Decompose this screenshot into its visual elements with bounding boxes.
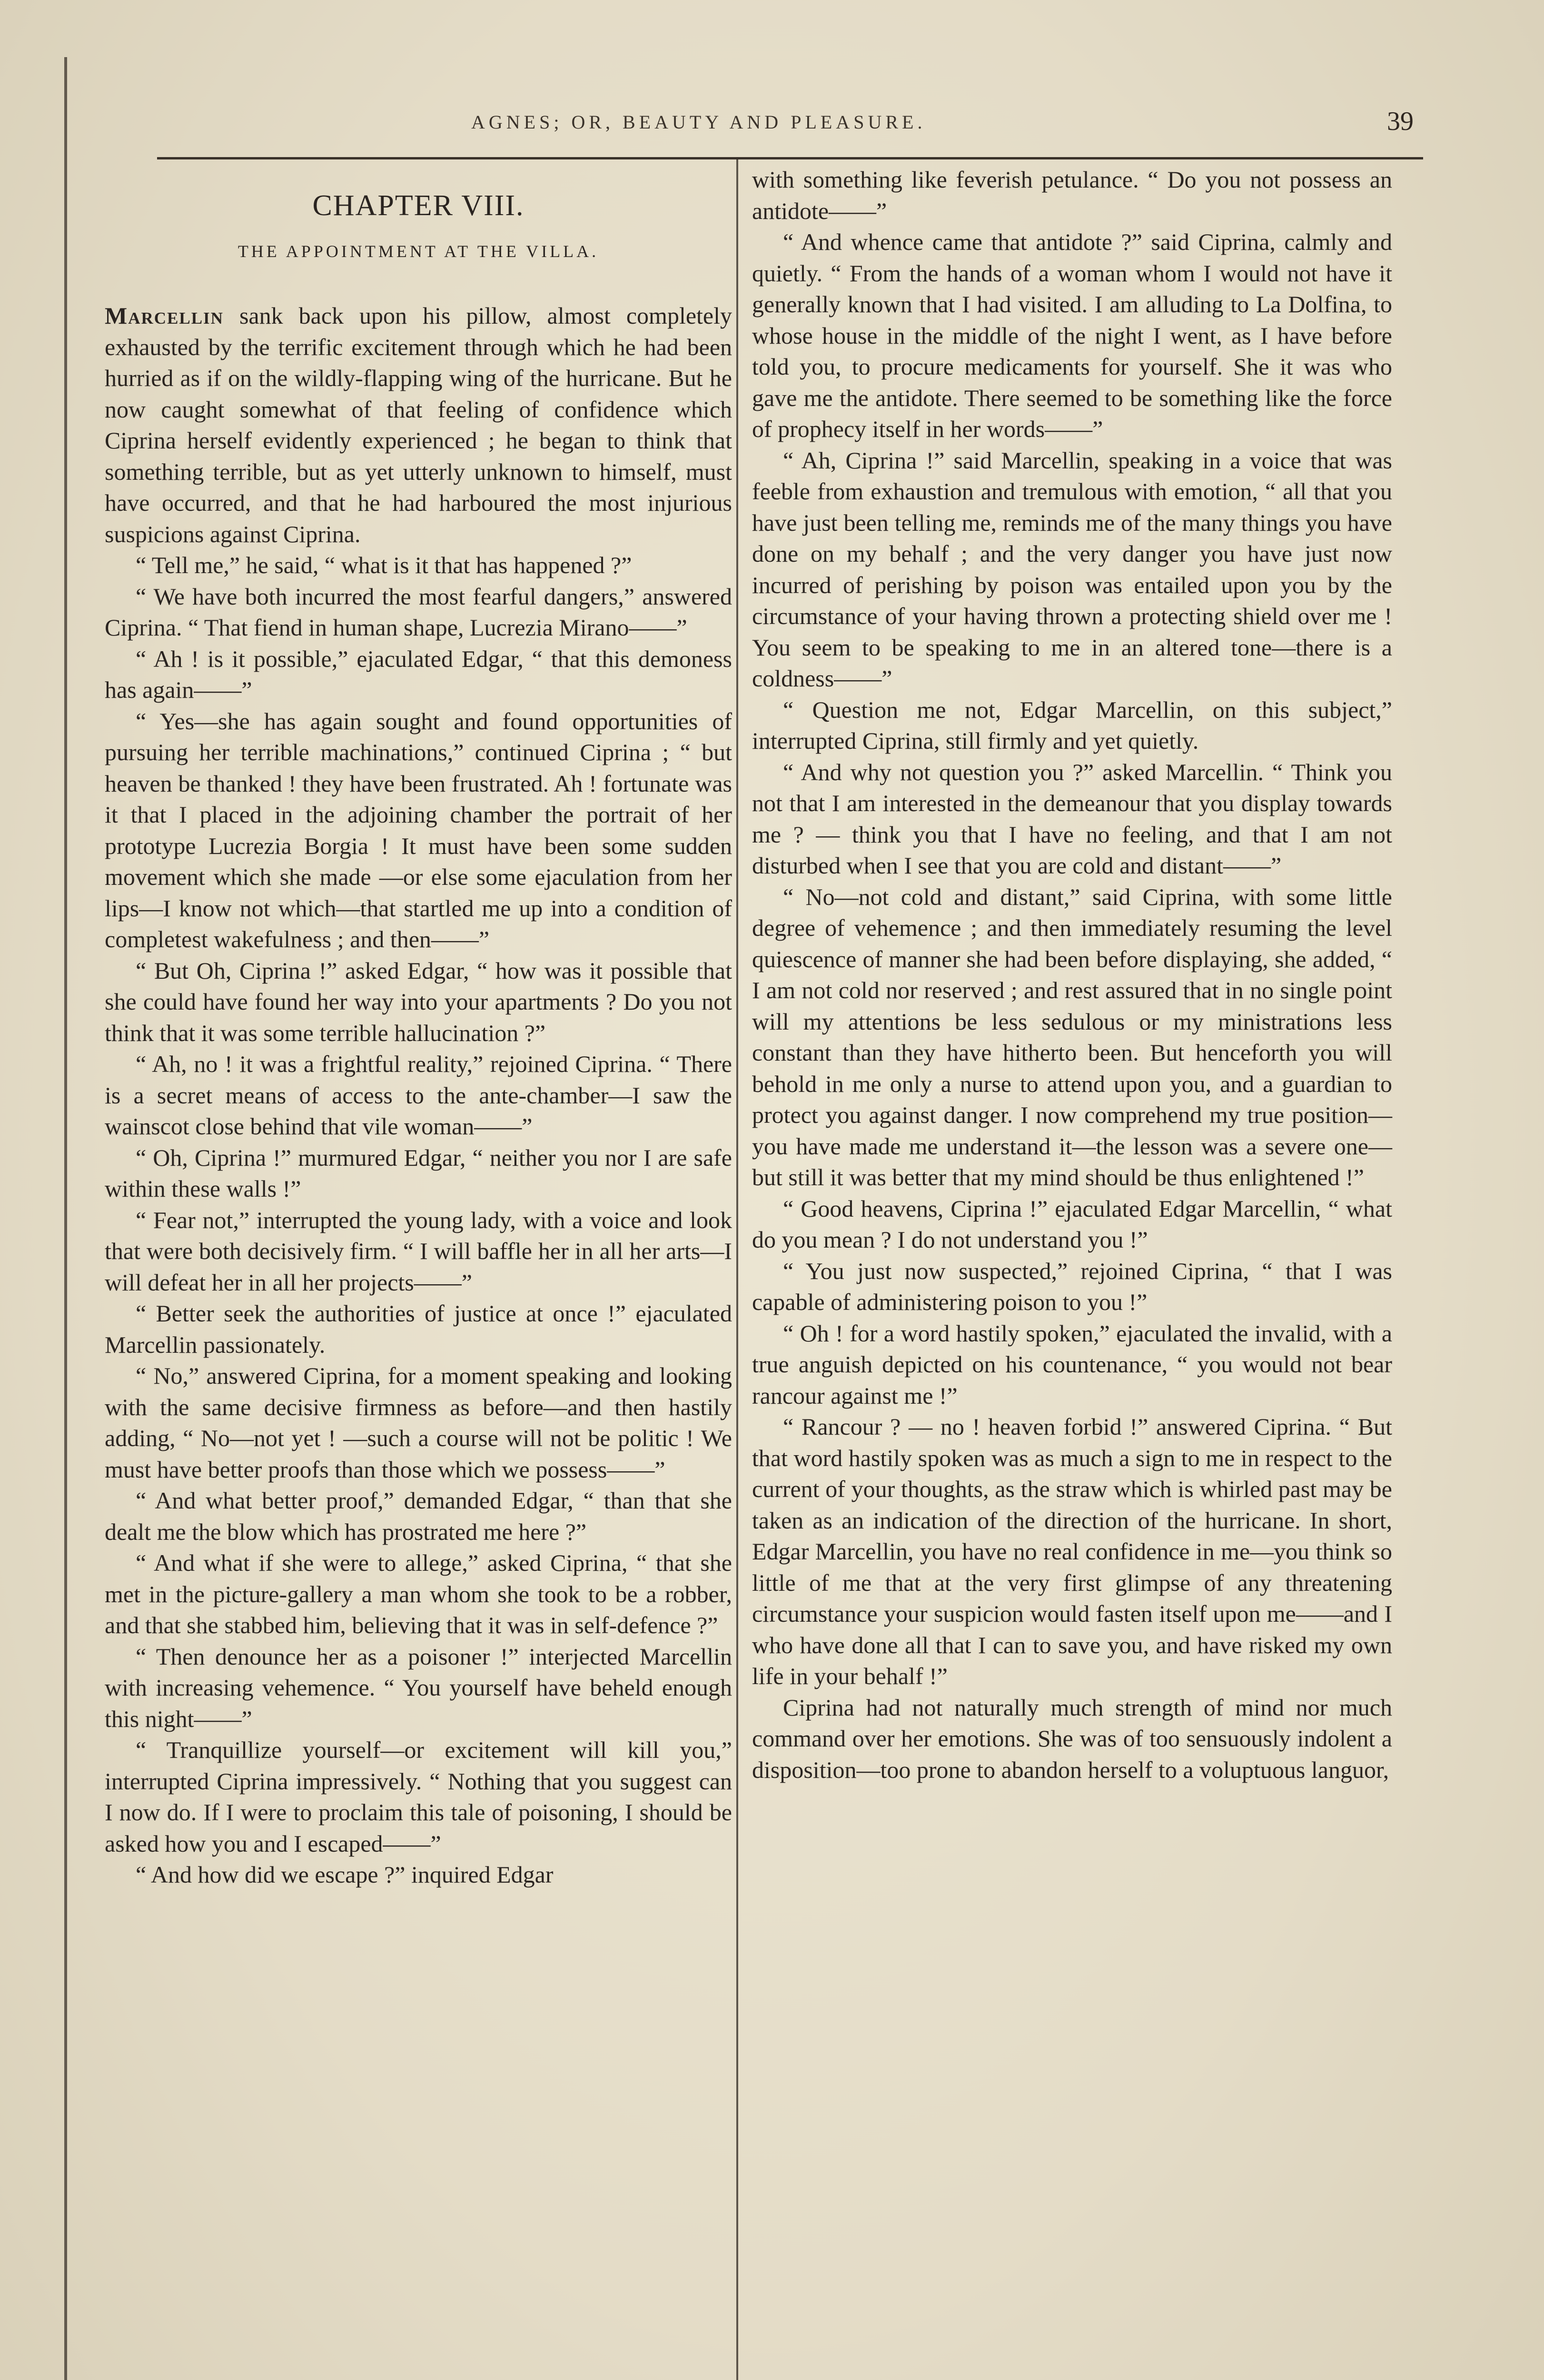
paragraph: “ Rancour ? — no ! heaven forbid !” answered Ciprina. “ But that word hastily spoken was as much a sign to me in respect to the current of your thoughts, as the straw which is whirled past may be taken as an indication of the direction of the hurricane. In short, Edgar Marcellin, you have no real confidence in me—you think so little of me that at the very first glimpse of any threatening circumstance your suspicion would fasten itself upon me——and I who have done all that I can to save you, and have risked my own life in your behalf !” (752, 1413, 1392, 1689)
paragraph: “ You just now suspected,” rejoined Ciprina, “ that I was capable of administering poison to you !” (752, 1257, 1392, 1315)
paragraph: “ No—not cold and distant,” said Ciprina, with some little degree of vehemence ; and then immediately resuming the level quiescence of manner she had been before displaying, she added, “ I am not cold nor reserved ; and rest assured that in no single point will my attentions be less sedulous or my ministrations less constant than they have hitherto been. But henceforth you will behold in me only a nurse to attend upon you, and a guardian to protect you against danger. I now comprehend my true position—you have made me understand it—the lesson was a severe one—but still it was better that my mind should be thus enlightened !” (752, 883, 1392, 1190)
paragraph: “ Fear not,” interrupted the young lady, with a voice and look that were both decisively firm. “ I will baffle her in all her arts—I will defeat her in all her projects——” (105, 1206, 732, 1296)
paragraph: “ Oh, Ciprina !” murmured Edgar, “ neither you nor I are safe within these walls !” (105, 1144, 732, 1202)
paragraph: with something like feverish petulance. “ Do you not possess an antidote——” (752, 166, 1392, 224)
paragraph: “ And whence came that antidote ?” said Ciprina, calmly and quietly. “ From the hands of a woman whom I would not have it generally known that I had visited. I am alluding to La Dolfina, to whose house in the middle of the night I went, as I have before told you, to procure medicaments for yourself. She it was who gave me the antidote. There seemed to be something like the force of prophecy itself in her words——” (752, 228, 1392, 442)
paragraph: “ Tranquillize yourself—or excitement will kill you,” interrupted Ciprina impressively. “ Nothing that you suggest can I now do. If I were to proclaim this tale of poisoning, I should be asked how you and I escaped——” (105, 1736, 732, 1857)
paragraph: “ Ah, no ! it was a frightful reality,” rejoined Ciprina. “ There is a secret means of access to the ante-chamber—I saw the wainscot close behind that vile woman——” (105, 1051, 732, 1140)
paragraph: “ We have both incurred the most fearful dangers,” answered Ciprina. “ That fiend in human shape, Lucrezia Mirano——” (105, 583, 732, 641)
paragraph: “ Question me not, Edgar Marcellin, on this subject,” interrupted Ciprina, still firmly and yet quietly. (752, 696, 1392, 754)
paragraph: “ But Oh, Ciprina !” asked Edgar, “ how was it possible that she could have found her way into your apartments ? Do you not think that it was some terrible hallucination ?” (105, 957, 732, 1046)
paragraph: “ Good heavens, Ciprina !” ejaculated Edgar Marcellin, “ what do you mean ? I do not understand you !” (752, 1195, 1392, 1253)
binding-edge-line (64, 57, 67, 2380)
page-number: 39 (1387, 107, 1414, 136)
paragraph: “ And why not question you ?” asked Marcellin. “ Think you not that I am interested in the demeanour that you display towards me ? — think you that I have no feeling, and that I am not disturbed when I see that you are cold and distant——” (752, 758, 1392, 879)
paragraph: “ And what if she were to allege,” asked Ciprina, “ that she met in the picture-gallery a man whom she took to be a robber, and that she stabbed him, believing that it was in self-defence ?” (105, 1549, 732, 1638)
running-title: AGNES; OR, BEAUTY AND PLEASURE. (471, 111, 926, 133)
column-divider (736, 159, 738, 2380)
paragraph: “ Then denounce her as a poisoner !” interjected Marcellin with increasing vehemence. “ You yourself have beheld enough this night——” (105, 1643, 732, 1732)
paragraph: “ Better seek the authorities of justice at once !” ejaculated Marcellin passionately. (105, 1300, 732, 1358)
chapter-title: CHAPTER VIII. (312, 189, 525, 222)
chapter-subtitle: THE APPOINTMENT AT THE VILLA. (238, 241, 599, 261)
opening-text: sank back upon his pillow, almost completely exhausted by the terrific excitement through which he had been hurried as if on the wildly-flapping wing of the hurricane. But he now caught somewhat of that feeling of confidence which Ciprina herself evidently experienced ; he began to think that something terrible, but as yet utterly unknown to himself, must have occurred, and that he had harboured the most injurious suspicions against Ciprina. (105, 302, 732, 547)
opening-paragraph (105, 300, 732, 550)
paragraph: “ Oh ! for a word hastily spoken,” ejaculated the invalid, with a true anguish depicted on his countenance, “ you would not bear rancour against me !” (752, 1319, 1392, 1409)
paragraph: “ No,” answered Ciprina, for a moment speaking and looking with the same decisive firmness as before—and then hastily adding, “ No—not yet ! —such a course will not be politic ! We must have better proofs than those which we possess——” (105, 1362, 732, 1483)
opening-word: Marcellin (105, 302, 224, 329)
running-head (157, 102, 1442, 145)
header-rule (157, 157, 1423, 159)
paragraph: “ Ah ! is it possible,” ejaculated Edgar, “ that this demoness has again——” (105, 645, 732, 703)
left-column (105, 171, 732, 1891)
paragraph: “ Tell me,” he said, “ what is it that has happened ?” (136, 552, 632, 578)
paragraph: “ Ah, Ciprina !” said Marcellin, speaking in a voice that was feeble from exhaustion and tremulous with emotion, “ all that you have just been telling me, reminds me of the many things you have done on my behalf ; and the very danger you have just now incurred of perishing by poison was entailed upon you by the circumstance of your having thrown a protecting shield over me ! You seem to be speaking to me in an altered tone—there is a coldness——” (752, 446, 1392, 692)
paragraph: “ And how did we escape ?” inquired Edgar (136, 1861, 554, 1888)
right-column (752, 164, 1392, 1785)
paragraph: “ Yes—she has again sought and found opportunities of pursuing her terrible machinations,” continued Ciprina ; “ but heaven be thanked ! they have been frustrated. Ah ! fortunate was it that I placed in the adjoining chamber the portrait of her prototype Lucrezia Borgia ! It must have been some sudden movement which she made —or else some ejaculation from her lips—I know not which—that startled me up into a condition of completest wakefulness ; and then——” (105, 707, 732, 952)
paragraph: “ And what better proof,” demanded Edgar, “ than that she dealt me the blow which has prostrated me here ?” (105, 1487, 732, 1545)
paragraph: Ciprina had not naturally much strength of mind nor much command over her emotions. She was of too sensuously indolent a disposition—too prone to abandon herself to a voluptuous languor, (752, 1694, 1392, 1783)
